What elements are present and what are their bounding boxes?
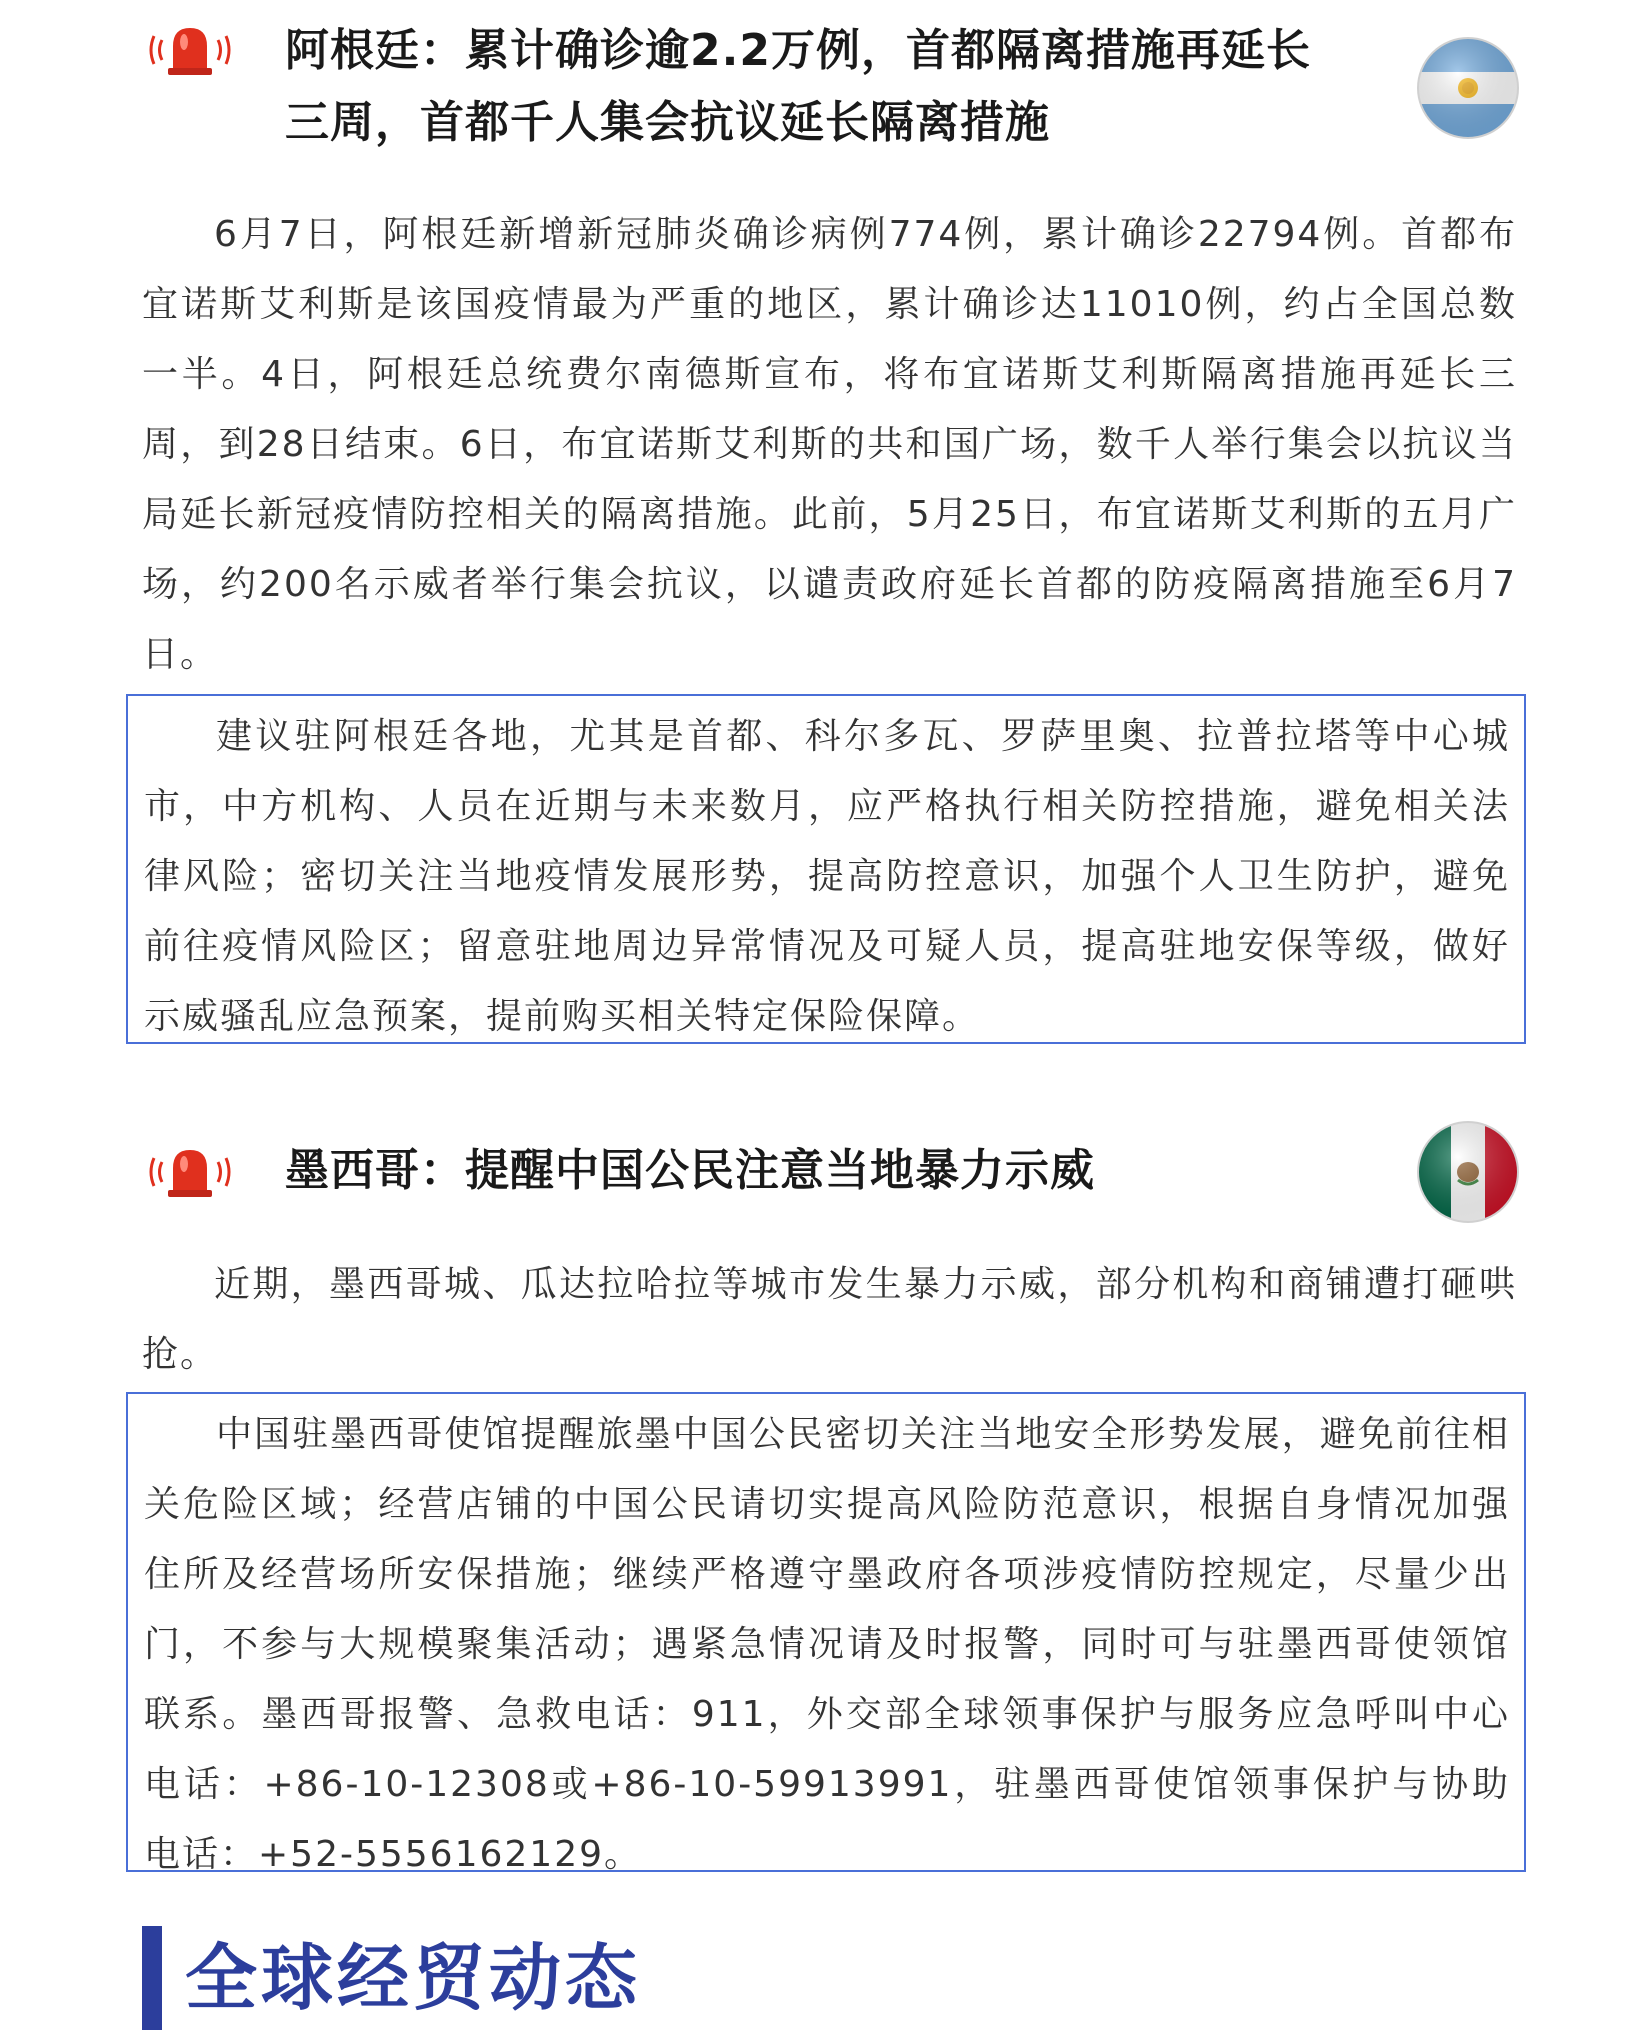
mexico-advice-text: 中国驻墨西哥使馆提醒旅墨中国公民密切关注当地安全形势发展，避免前往相关危险区域；经营店铺的中国公民请切实提高风险防范意识，根据自身情况加强住所及经营场所安保措施；继续严格遵守墨政府各项涉疫情防控规定，尽量少出门，不参与大规模聚集活动；遇紧急情况请及时报警，同时可与驻墨西哥使领馆联系。墨西哥报警、急救电话：911，外交部全球领事保护与服务应急呼叫中心电话：+86-10-12308或+86-10-59913991，驻墨西哥使馆领事保护与协助电话：+52-5556162129。 bbox=[144, 1414, 1510, 1875]
argentina-advice-text: 建议驻阿根廷各地，尤其是首都、科尔多瓦、罗萨里奥、拉普拉塔等中心城市，中方机构、人员在近期与未来数月，应严格执行相关防控措施，避免相关法律风险；密切关注当地疫情发展形势，提高防控意识，加强个人卫生防护，避免前往疫情风险区；留意驻地周边异常情况及可疑人员，提高驻地安保等级，做好示威骚乱应急预案，提前购买相关特定保险保障。 bbox=[144, 716, 1510, 1037]
argentina-advice-box bbox=[126, 694, 1526, 1044]
section-title-argentina-line1: 阿根廷：累计确诊逾2.2万例，首都隔离措施再延长 bbox=[285, 25, 1311, 76]
mexico-advice-box bbox=[126, 1392, 1526, 1875]
section-title-argentina-line2: 三周，首都千人集会抗议延长隔离措施 bbox=[285, 97, 1050, 148]
argentina-news-body: 6月7日，阿根廷新增新冠肺炎确诊病例774例，累计确诊22794例。首都布宜诺斯艾利斯是该国疫情最为严重的地区，累计确诊达11010例，约占全国总数一半。4日，阿根廷总统费尔南德斯宣布，将布宜诺斯艾利斯隔离措施再延长三周，到28日结束。6日，布宜诺斯艾利斯的共和国广场，数千人举行集会以抗议当局延长新冠疫情防控相关的隔离措施。此前，5月25日，布宜诺斯艾利斯的五月广场，约200名示威者举行集会抗议，以谴责政府延长首都的防疫隔离措施至6月7日。 bbox=[142, 214, 1517, 675]
mexico-news-body: 近期，墨西哥城、瓜达拉哈拉等城市发生暴力示威，部分机构和商铺遭打砸哄抢。 bbox=[142, 1264, 1517, 1375]
alarm-icon bbox=[140, 1142, 240, 1202]
argentina-flag-icon bbox=[1416, 36, 1520, 140]
heading-accent-bar bbox=[142, 1926, 162, 2030]
section-heading: 全球经贸动态 bbox=[185, 1936, 642, 2020]
mexico-flag-icon bbox=[1416, 1120, 1520, 1224]
section-title-mexico: 墨西哥：提醒中国公民注意当地暴力示威 bbox=[285, 1145, 1095, 1196]
alarm-icon bbox=[140, 20, 240, 80]
